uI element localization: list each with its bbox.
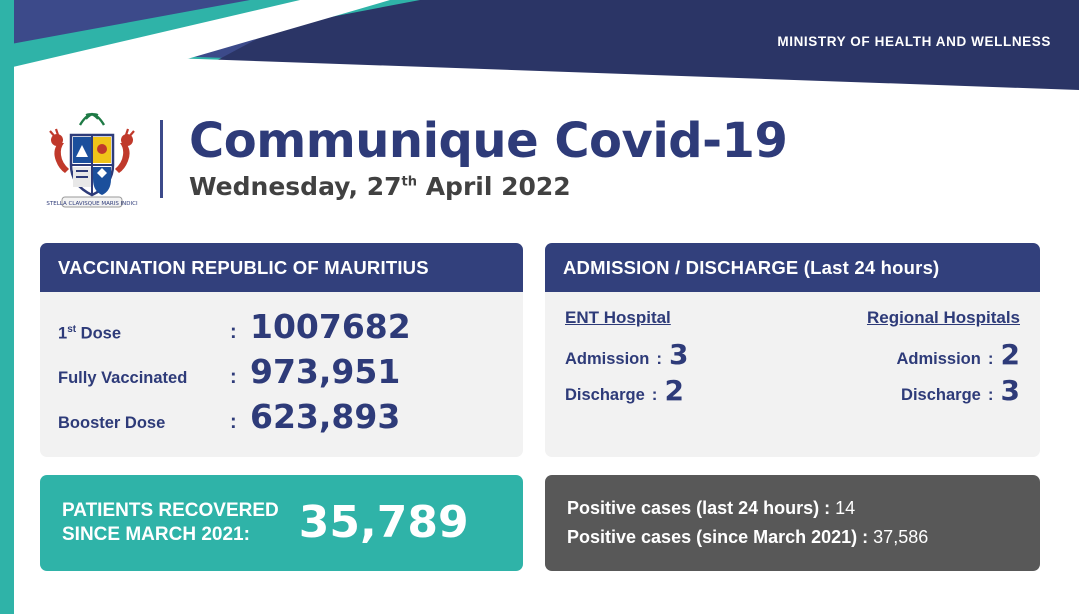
cards-row-bottom (40, 475, 1040, 571)
positive-cases-last24h-value: 14 (835, 497, 856, 518)
vaccination-card-body (40, 292, 523, 457)
admission-card-body (545, 292, 1040, 426)
date-ordinal-suffix: th (401, 175, 417, 191)
patients-recovered-value: 35,789 (298, 497, 469, 549)
admission-card-heading: ADMISSION / DISCHARGE (Last 24 hours) (545, 243, 1040, 292)
discharge-line-sep: : (987, 385, 994, 404)
admission-line-key: Admission (896, 350, 981, 368)
admission-line-sep: : (987, 349, 994, 368)
discharge-line (807, 374, 1021, 407)
vaccination-row-label-rest: Dose (76, 324, 122, 342)
positive-cases-card (545, 475, 1040, 571)
discharge-line-value: 2 (664, 374, 684, 407)
admission-line-sep: : (656, 349, 663, 368)
discharge-line-key: Discharge (901, 386, 981, 404)
admission-column-title: Regional Hospitals (866, 308, 1020, 327)
discharge-line (565, 374, 779, 407)
patients-recovered-card (40, 475, 523, 571)
discharge-line-key: Discharge (565, 386, 645, 404)
vaccination-row-label: Booster Dose (58, 413, 166, 432)
cards-row-top (40, 243, 1040, 457)
admission-line (807, 338, 1021, 371)
positive-cases-since-march-value: 37,586 (873, 526, 929, 547)
page-title: Communique Covid-19 (189, 112, 788, 169)
patients-recovered-label-line2: SINCE MARCH 2021: (62, 523, 250, 545)
header-divider (160, 120, 163, 198)
vaccination-row-label-text: 1 (58, 324, 68, 342)
patients-recovered-label-line1: PATIENTS RECOVERED (62, 499, 279, 521)
vaccination-row-value: 973,951 (250, 351, 401, 391)
vaccination-card (40, 243, 523, 457)
admission-line (565, 338, 779, 371)
vaccination-row-label: Fully Vaccinated (58, 368, 188, 387)
admission-column-ent (565, 308, 779, 410)
vaccination-row (58, 306, 505, 349)
patients-recovered-label (62, 499, 279, 547)
vaccination-row-colon: : (230, 410, 237, 433)
date-rest: April 2022 (417, 172, 571, 202)
page-date (189, 172, 1040, 201)
left-accent-strip-top (0, 0, 14, 96)
discharge-line-value: 3 (1000, 374, 1020, 407)
admission-line-value: 2 (1000, 338, 1020, 371)
ministry-label: MINISTRY OF HEALTH AND WELLNESS (777, 34, 1051, 49)
vaccination-card-heading: VACCINATION REPUBLIC OF MAURITIUS (40, 243, 523, 292)
page-header (40, 100, 1040, 218)
admission-column-title: ENT Hospital (565, 308, 671, 327)
admission-line-key: Admission (565, 350, 650, 368)
admission-column-regional (807, 308, 1021, 410)
vaccination-row-colon: : (230, 321, 237, 343)
stats-cards (40, 243, 1040, 571)
positive-cases-since-march (567, 527, 1018, 548)
top-banner (0, 0, 1079, 96)
vaccination-row-label-sup: st (67, 323, 77, 335)
title-block (189, 112, 1040, 202)
vaccination-row-value: 1007682 (250, 307, 411, 346)
mauritius-coat-of-arms-icon (40, 107, 144, 211)
admission-line-value: 3 (669, 338, 689, 371)
vaccination-row-value: 623,893 (250, 396, 401, 436)
vaccination-row-colon: : (230, 365, 237, 388)
discharge-line-sep: : (651, 385, 658, 404)
positive-cases-last24h (567, 498, 1018, 519)
vaccination-row-label (58, 324, 230, 344)
svg-text:STELLA CLAVISQUE MARIS INDICI: STELLA CLAVISQUE MARIS INDICI (46, 201, 138, 207)
positive-cases-since-march-label: Positive cases (since March 2021) : (567, 526, 874, 547)
vaccination-row (58, 396, 505, 439)
admission-discharge-card (545, 243, 1040, 457)
date-prefix: Wednesday, 27 (189, 172, 402, 202)
vaccination-row (58, 351, 505, 394)
positive-cases-last24h-label: Positive cases (last 24 hours) : (567, 497, 836, 518)
